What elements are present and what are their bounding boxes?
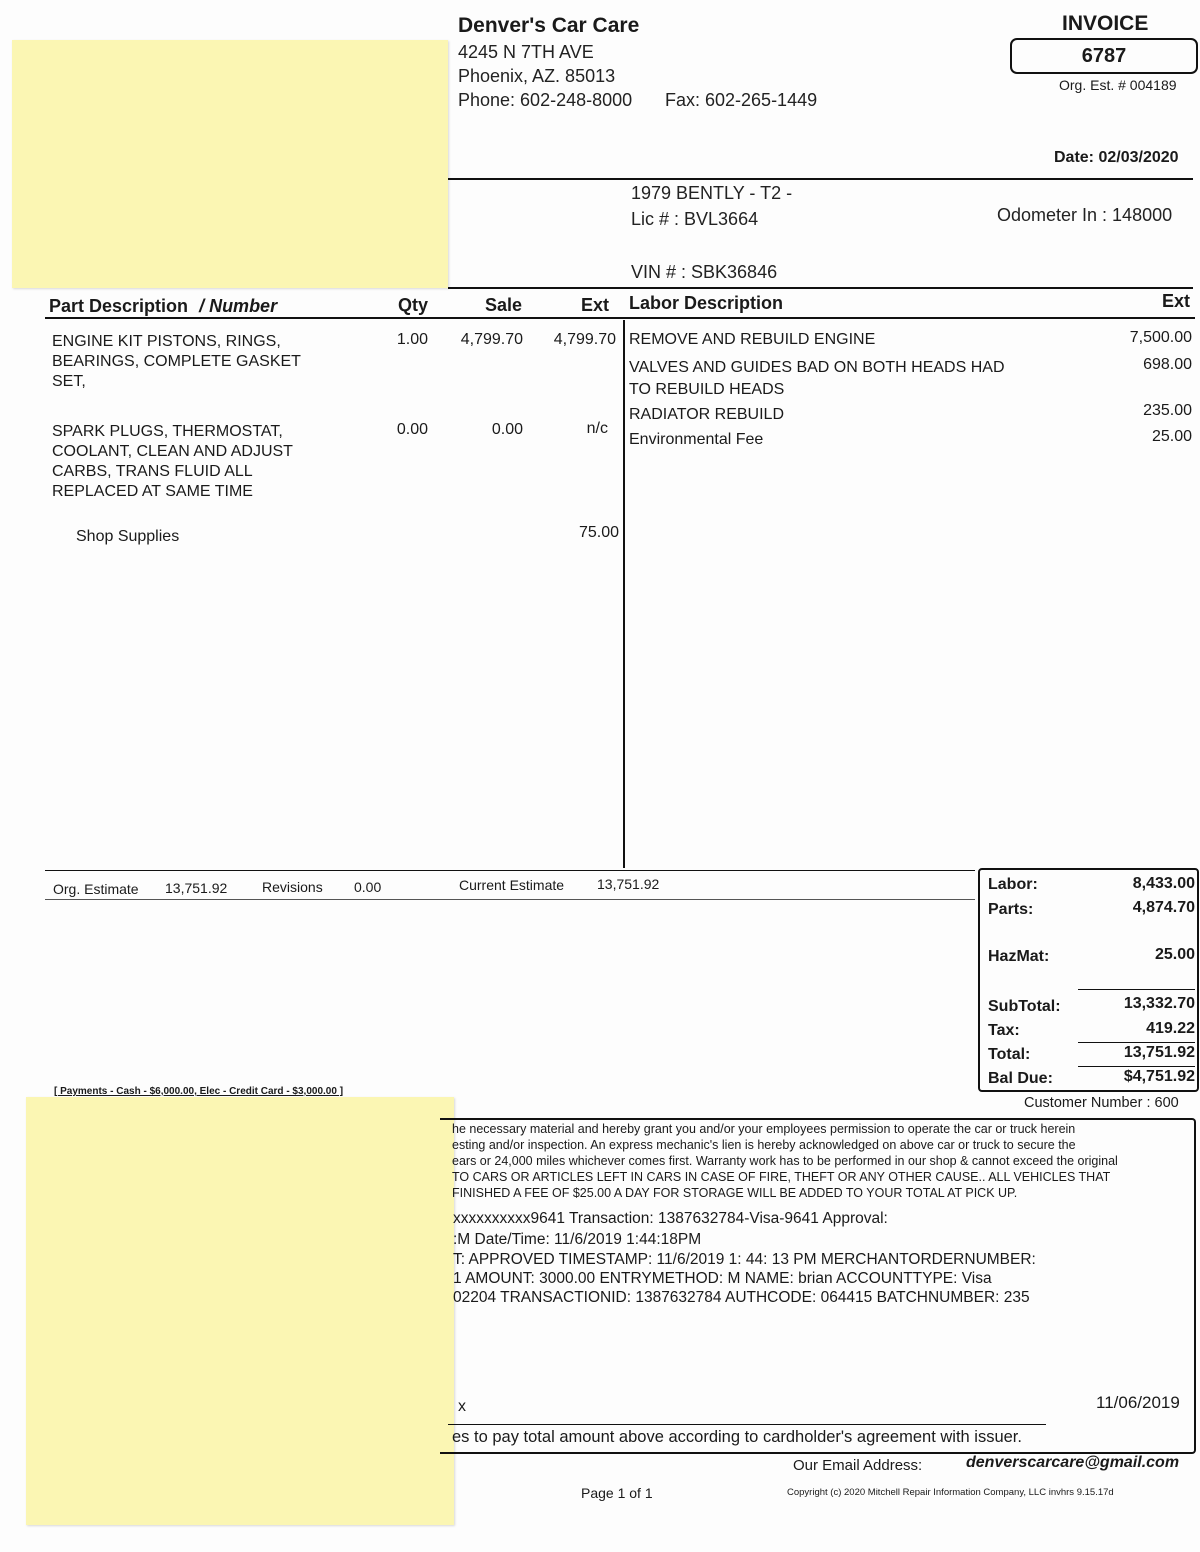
labor-header-ext: Ext xyxy=(1162,291,1191,311)
parts-total-label: Parts: xyxy=(988,901,1034,918)
tax-value: 419.22 xyxy=(1146,1020,1195,1037)
vehicle-license: Lic # : BVL3664 xyxy=(631,209,759,229)
labor-row-1-desc: REMOVE AND REBUILD ENGINE xyxy=(629,331,876,348)
copyright: Copyright (c) 2020 Mitchell Repair Information Company, LLC invhrs 9.15.17d xyxy=(787,1487,1114,1498)
part-row-2-ext: n/c xyxy=(586,420,608,437)
customer-number: Customer Number : 600 xyxy=(1024,1095,1179,1111)
transaction-line-2: :M Date/Time: 11/6/2019 1:44:18PM xyxy=(453,1231,702,1248)
header-divider xyxy=(448,178,1193,180)
estimate-underline xyxy=(45,870,975,871)
terms-line-1: he necessary material and hereby grant you and/or your employees permission to operate the car or truck herein xyxy=(452,1122,1076,1136)
subtotal-line xyxy=(1078,989,1195,990)
shop-address-line1: 4245 N 7TH AVE xyxy=(458,42,594,62)
org-estimate-label: Org. Estimate xyxy=(53,881,139,897)
labor-row-1-ext: 7,500.00 xyxy=(1129,329,1192,346)
invoice-title: INVOICE xyxy=(1062,12,1149,35)
parts-header-sale: Sale xyxy=(485,295,523,315)
shop-email: denverscarcare@gmail.com xyxy=(966,1454,1180,1471)
parts-header-desc-label: Part Description xyxy=(49,296,189,316)
invoice-number: 6787 xyxy=(1010,38,1198,74)
parts-total-value: 4,874.70 xyxy=(1132,899,1195,916)
current-estimate-label: Current Estimate xyxy=(459,877,565,893)
terms-line-3: ears or 24,000 miles whichever comes first. Warranty work has to be performed in our shop & cannot exceed the original xyxy=(452,1154,1118,1168)
total-label: Total: xyxy=(988,1046,1031,1063)
shop-name: Denver's Car Care xyxy=(458,14,640,37)
part-row-2-qty: 0.00 xyxy=(396,421,428,438)
balance-due-value: $4,751.92 xyxy=(1123,1068,1195,1085)
invoice-date: Date: 02/03/2020 xyxy=(1054,149,1179,166)
vehicle-vin: VIN # : SBK36846 xyxy=(631,262,778,282)
org-est-number: Org. Est. # 004189 xyxy=(1059,77,1177,93)
vehicle-odometer: Odometer In : 148000 xyxy=(997,205,1173,225)
parts-header-ext: Ext xyxy=(581,295,610,315)
labor-total-label: Labor: xyxy=(988,876,1038,893)
terms-line-4: TO CARS OR ARTICLES LEFT IN CARS IN CASE OF FIRE, THEFT OR ANY OTHER CAUSE.. ALL VEHICLES THAT xyxy=(452,1170,1111,1184)
total-line xyxy=(1078,1042,1195,1043)
balance-due-label: Bal Due: xyxy=(988,1070,1053,1087)
shop-supplies-label: Shop Supplies xyxy=(76,528,180,545)
sticky-note-bottom xyxy=(26,1097,454,1525)
email-label: Our Email Address: xyxy=(793,1457,923,1474)
signature-line xyxy=(448,1424,1046,1425)
table-top-line xyxy=(448,287,1193,289)
part-row-1-ext: 4,799.70 xyxy=(553,331,616,348)
transaction-line-4: 1 AMOUNT: 3000.00 ENTRYMETHOD: M NAME: brian ACCOUNTTYPE: Visa xyxy=(453,1270,992,1287)
signature-x: x xyxy=(458,1398,466,1415)
page-number: Page 1 of 1 xyxy=(581,1485,653,1501)
parts-header-desc xyxy=(49,296,277,317)
transaction-line-3: T: APPROVED TIMESTAMP: 11/6/2019 1: 44: 13 PM MERCHANTORDERNUMBER: xyxy=(453,1251,1036,1268)
cardholder-agreement: es to pay total amount above according to cardholder's agreement with issuer. xyxy=(452,1428,1022,1446)
baldue-line xyxy=(1078,1066,1195,1067)
transaction-line-5: 02204 TRANSACTIONID: 1387632784 AUTHCODE: 064415 BATCHNUMBER: 235 xyxy=(453,1289,1030,1306)
table-column-divider xyxy=(623,320,625,868)
shop-address-line2: Phoenix, AZ. 85013 xyxy=(458,66,616,86)
vehicle-model: 1979 BENTLY - T2 - xyxy=(631,183,793,203)
part-row-1-desc: ENGINE KIT PISTONS, RINGS, BEARINGS, COMPLETE GASKET SET, xyxy=(52,333,301,390)
total-value: 13,751.92 xyxy=(1123,1044,1195,1061)
part-row-1-sale: 4,799.70 xyxy=(460,331,523,348)
revisions-label: Revisions xyxy=(262,879,323,895)
part-row-2-sale: 0.00 xyxy=(491,421,523,438)
labor-header-desc: Labor Description xyxy=(629,293,784,313)
part-row-2-desc: SPARK PLUGS, THERMOSTAT, COOLANT, CLEAN AND ADJUST CARBS, TRANS FLUID ALL REPLACED AT SAME TIME xyxy=(52,423,293,500)
labor-total-value: 8,433.00 xyxy=(1132,875,1195,892)
labor-row-2-ext: 698.00 xyxy=(1143,356,1192,373)
org-estimate-value: 13,751.92 xyxy=(165,880,228,896)
labor-row-2-desc: VALVES AND GUIDES BAD ON BOTH HEADS HAD TO REBUILD HEADS xyxy=(629,359,1005,398)
part-row-1-qty: 1.00 xyxy=(396,331,428,348)
shop-supplies-value: 75.00 xyxy=(578,524,619,541)
estimate-line xyxy=(45,899,975,900)
table-header-line xyxy=(45,317,1195,319)
totals-box xyxy=(978,868,1199,1092)
shop-phone: Phone: 602-248-8000 xyxy=(458,90,633,110)
revisions-value: 0.00 xyxy=(354,879,382,895)
labor-row-4-ext: 25.00 xyxy=(1151,428,1192,445)
transaction-line-1: xxxxxxxxxx9641 Transaction: 1387632784-Visa-9641 Approval: xyxy=(453,1210,888,1227)
labor-row-3-desc: RADIATOR REBUILD xyxy=(629,406,784,423)
shop-fax: Fax: 602-265-1449 xyxy=(665,90,818,110)
tax-label: Tax: xyxy=(988,1022,1020,1039)
parts-header-number-label: / Number xyxy=(199,296,278,316)
hazmat-label: HazMat: xyxy=(988,948,1050,965)
parts-header-qty: Qty xyxy=(398,295,429,315)
payments-summary: [ Payments - Cash - $6,000.00, Elec - Credit Card - $3,000.00 ] xyxy=(54,1086,344,1097)
sticky-note-top xyxy=(12,40,448,288)
labor-row-4-desc: Environmental Fee xyxy=(629,431,764,448)
terms-line-5: FINISHED A FEE OF $25.00 A DAY FOR STORAGE WILL BE ADDED TO YOUR TOTAL AT PICK UP. xyxy=(452,1186,1018,1200)
labor-row-3-ext: 235.00 xyxy=(1143,402,1192,419)
subtotal-value: 13,332.70 xyxy=(1123,995,1195,1012)
current-estimate-value: 13,751.92 xyxy=(597,876,660,892)
subtotal-label: SubTotal: xyxy=(988,998,1061,1015)
hazmat-value: 25.00 xyxy=(1154,946,1195,963)
terms-line-2: esting and/or inspection. An express mechanic's lien is hereby acknowledged on above car or truck to secure the xyxy=(452,1138,1076,1152)
signature-date: 11/06/2019 xyxy=(1096,1393,1180,1412)
